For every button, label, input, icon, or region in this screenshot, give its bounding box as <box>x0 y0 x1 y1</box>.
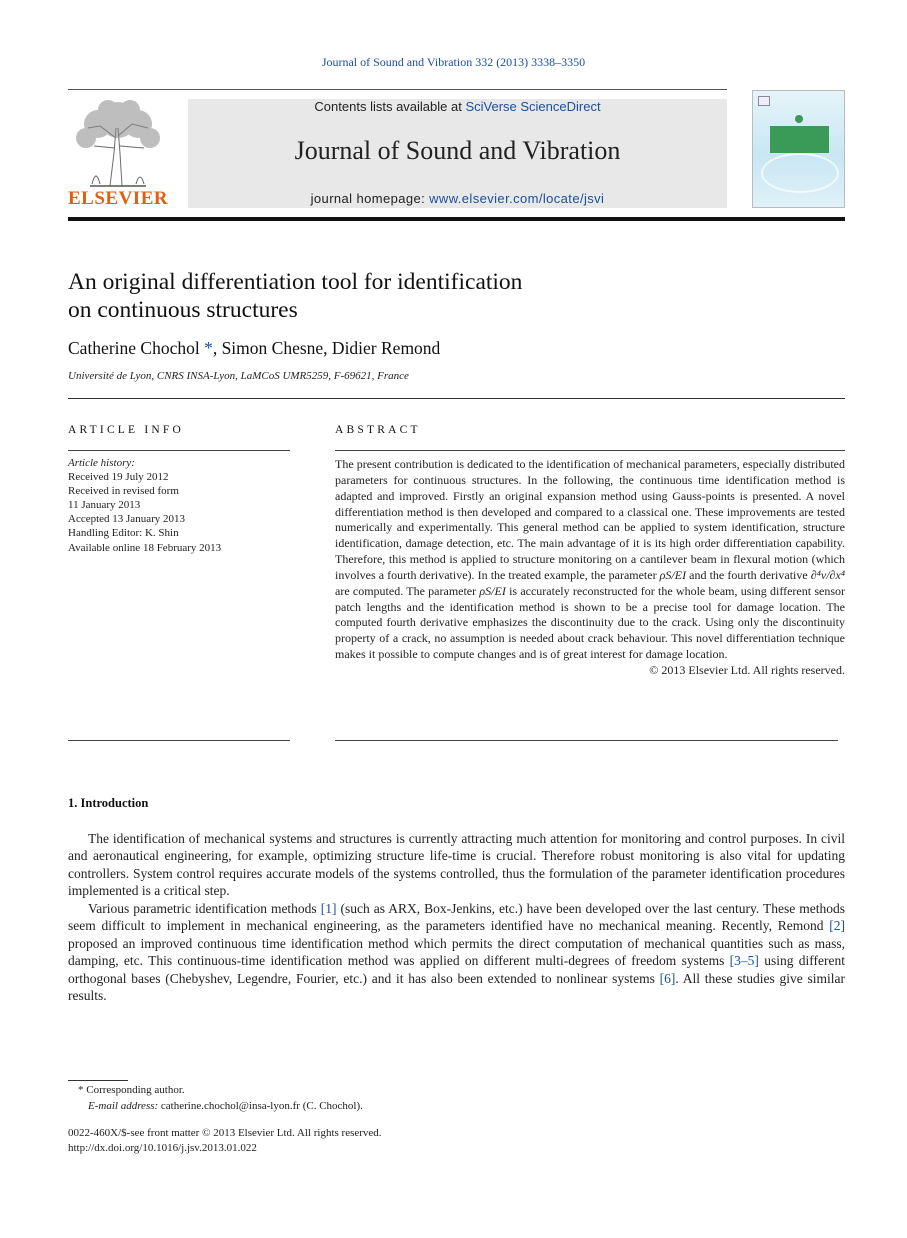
abstract-text: The present contribution is dedicated to the identification of mechanical parameters, especially distributed parameters for continuous structures. In the following, the continuous time identification method is adapted and improved. Firstly an original expansion method using Gauss-points is presented. A novel differentiation method is then developed and compared to a classical one. These improvements are tested numerically and experimentally. This general method can be applied to system identification, structure identification, damage detection, etc. The main advantage of it is its high order differentiation capability. Therefore, this method is applied to structure monitoring on a cantilever beam in flexural motion (which involves a fourth derivative). In the treated example, the parameter ρS/EI and the fourth derivative ∂⁴v/∂x⁴ are computed. The parameter ρS/EI is accurately reconstructed for the whole beam, using different sensor patch lengths and the identification method is shown to be a precise tool for damage location. The computed fourth derivative emphasizes the discontinuity due to the crack. Using only the discontinuity property of a crack, no assumption is needed about crack behaviour. This novel differentiation technique makes it possible to compute changes and is of great interest for damage location. © 2013 Elsevier Ltd. All rights reserved. <box>335 457 846 677</box>
article-info-rule <box>68 450 290 451</box>
contents-line: Contents lists available at SciVerse ScienceDirect <box>314 99 601 114</box>
history-item: Received in revised form <box>68 485 179 498</box>
abstract-rule <box>335 450 845 451</box>
paragraph: The identification of mechanical systems and structures is currently attracting much attention for monitoring and control purposes. In civil and aeronautical engineering, for example, optimizing structure life-time is crucial. Therefore robust monitoring is also vital for updating controllers. System control requires accurate models of the systems controlled, thus the formulation of the parameter identification procedures implemented is a critical step. <box>68 831 845 899</box>
abstract-bottom-rule <box>335 740 838 741</box>
affiliation: Université de Lyon, CNRS INSA-Lyon, LaMCoS UMR5259, F-69621, France <box>68 370 409 382</box>
sciencedirect-link[interactable]: SciVerse ScienceDirect <box>465 99 601 114</box>
parameter-symbol: ρS/EI <box>479 583 506 598</box>
reference-link[interactable]: [3–5] <box>729 953 759 969</box>
email-address[interactable]: catherine.chochol@insa-lyon.fr (C. Chochol). <box>158 1100 363 1112</box>
article-title: An original differentiation tool for identification on continuous structures <box>68 269 523 323</box>
tree-icon <box>70 98 166 188</box>
article-info-bottom-rule <box>68 740 290 741</box>
title-divider <box>68 398 845 399</box>
issn-line: 0022-460X/$-see front matter © 2013 Elsevier Ltd. All rights reserved. <box>68 1127 382 1139</box>
header-thick-rule <box>68 217 845 221</box>
derivative-symbol: ∂⁴v/∂x⁴ <box>810 567 845 582</box>
email-note: E-mail address: catherine.chochol@insa-lyon.fr (C. Chochol). <box>88 1100 363 1112</box>
cover-publisher-icon <box>758 96 770 106</box>
reference-link[interactable]: [2] <box>829 918 845 934</box>
history-item: Handling Editor: K. Shin <box>68 527 179 540</box>
cover-emblem-icon <box>795 115 803 123</box>
article-history <box>68 456 290 555</box>
corresponding-author-mark[interactable]: * <box>199 338 213 358</box>
history-item: 11 January 2013 <box>68 499 141 512</box>
journal-title: Journal of Sound and Vibration <box>294 136 621 165</box>
history-item: Accepted 13 January 2013 <box>68 513 185 526</box>
reference-link[interactable]: [1] <box>320 901 337 916</box>
reference-link[interactable]: [6] <box>659 970 676 986</box>
history-label: Article history: <box>68 457 135 469</box>
article-info-heading: ARTICLE INFO <box>68 424 184 436</box>
section-heading: 1. Introduction <box>68 796 149 810</box>
journal-header <box>188 99 727 208</box>
author-names-rest[interactable]: , Simon Chesne, Didier Remond <box>212 338 441 358</box>
doi-link[interactable]: http://dx.doi.org/10.1016/j.jsv.2013.01.022 <box>68 1142 257 1154</box>
copyright-notice: © 2013 Elsevier Ltd. All rights reserved. <box>649 662 845 677</box>
author-name[interactable]: Catherine Chochol <box>68 338 200 358</box>
homepage-link[interactable]: www.elsevier.com/locate/jsvi <box>429 191 605 206</box>
history-item: Received 19 July 2012 <box>68 471 169 484</box>
footnote-rule <box>68 1080 128 1081</box>
author-list <box>68 338 440 359</box>
corresponding-author-note: * Corresponding author. <box>78 1084 185 1096</box>
publisher-wordmark: ELSEVIER <box>68 188 169 209</box>
cover-title-panel <box>770 126 829 153</box>
journal-cover-thumbnail[interactable] <box>752 90 845 208</box>
journal-citation[interactable]: Journal of Sound and Vibration 332 (2013) 3338–3350 <box>321 55 586 69</box>
history-item: Available online 18 February 2013 <box>68 541 222 554</box>
parameter-symbol: ρS/EI <box>659 567 687 582</box>
homepage-line: journal homepage: www.elsevier.com/locate/jsvi <box>310 191 605 206</box>
paragraph: Various parametric identification methods [1] (such as ARX, Box-Jenkins, etc.) have been developed over the last century. These methods seem difficult to implement in mechanical engineering, as the parameters identified have no mechanical meaning. Recently, Remond [2] proposed an improved continuous time identification method which permits the direct computation of mechanical quantities such as mass, damping, etc. This continuous-time identification method was applied on different multi-degrees of freedom systems [3–5] using different orthogonal bases (Chebyshev, Legendre, Fourier, etc.) and it has also been extended to nonlinear systems [6]. All these studies give similar results. <box>68 901 846 1004</box>
abstract-heading: ABSTRACT <box>335 424 421 436</box>
cover-wave-icon <box>761 153 839 193</box>
elsevier-logo[interactable] <box>68 98 168 210</box>
header-divider <box>68 89 727 90</box>
